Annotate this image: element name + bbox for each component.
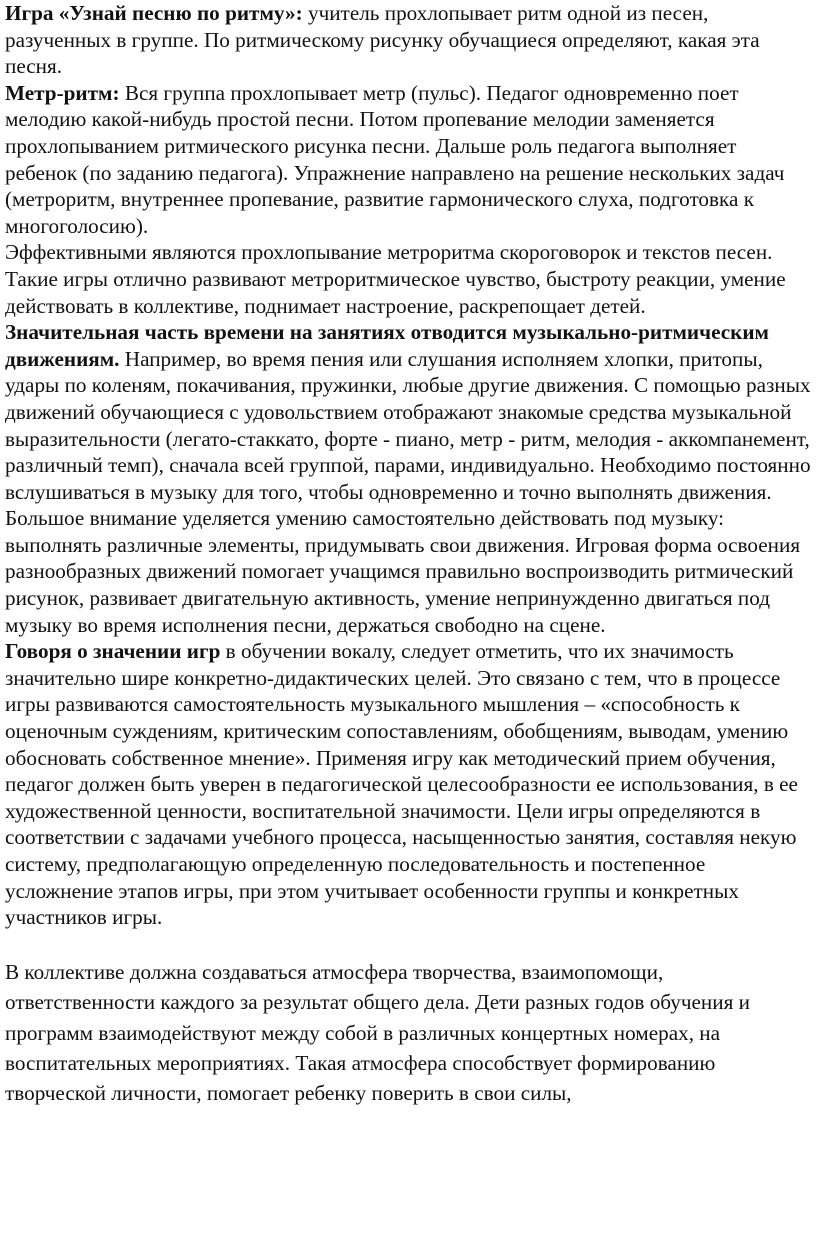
- paragraph-text: в обучении вокалу, следует отметить, что их значимость значительно шире конкретно-дидактических целей. Это связано с тем, что в процессе игры развиваются самостоятельность музыкального мышления – «способность к оценочным суждениям, критическим сопоставлениям, обобщениям, выводам, умению обосновать собственное мнение». Применяя игру как методический прием обучения, педагог должен быть уверен в педагогической целесообразности ее использования, в ее художественной ценности, воспитательной значимости. Цели игры определяются в соответствии с задачами учебного процесса, насыщенностью занятия, составляя некую систему, предполагающую определенную последовательность и постепенное усложнение этапов игры, при этом учитывает особенности группы и конкретных участников игры.: [5, 639, 798, 930]
- paragraph-games-value: [5, 638, 813, 931]
- paragraph-text: Например, во время пения или слушания исполняем хлопки, притопы, удары по коленям, покачивания, пружинки, любые другие движения. С помощью разных движений обучающиеся с удовольствием отображают знакомые средства музыкальной выразительности (легато-стаккато, форте - пиано, метр - ритм, мелодия - аккомпанемент, различный темп), сначала всей группой, парами, индивидуально. Необходимо постоянно вслушиваться в музыку для того, чтобы одновременно и точно выполнять движения. Большое внимание уделяется умению самостоятельно действовать под музыку: выполнять различные элементы, придумывать свои движения. Игровая форма освоения разнообразных движений помогает учащимся правильно воспроизводить ритмический рисунок, развивает двигательную активность, умение непринужденно двигаться под музыку во время исполнения песни, держаться свободно на сцене.: [5, 346, 811, 637]
- paragraph-text: Эффективными являются прохлопывание метроритма скороговорок и текстов песен. Такие игры отлично развивают метроритмическое чувство, быстроту реакции, умение действовать в коллективе, поднимает настроение, раскрепощает детей.: [5, 240, 786, 318]
- paragraph-meter-rhythm: [5, 80, 813, 240]
- paragraph-lead: Значительная часть времени на занятиях отводится музыкально-ритмическим движениям.: [5, 320, 769, 371]
- paragraph-lead: Игра «Узнай песню по ритму»:: [5, 1, 303, 25]
- paragraph-text: учитель прохлопывает ритм одной из песен, разученных в группе. По ритмическому рисунку обучащиеся определяют, какая эта песня.: [5, 1, 760, 79]
- paragraph-lead: Говоря о значении игр: [5, 639, 221, 664]
- paragraph-rhythmic-movements: [5, 319, 813, 638]
- paragraph-text: Вся группа прохлопывает метр (пульс). Педагог одновременно поет мелодию какой-нибудь простой песни. Потом пропевание мелодии заменяется прохлопыванием ритмического рисунка песни. Дальше роль педагога выполняет ребенок (по заданию педагога). Упражнение направлено на решение нескольких задач (метроритм, внутреннее пропевание, развитие гармонического слуха, подготовка к многоголосию).: [5, 80, 785, 238]
- paragraph-effective-clapping: [5, 239, 813, 319]
- paragraph-lead: Метр-ритм:: [5, 80, 120, 105]
- paragraph-rhythm-game: [5, 0, 813, 80]
- document-page: [5, 0, 813, 1109]
- paragraph-collective-atmosphere: [5, 957, 813, 1109]
- paragraph-text: В коллективе должна создаваться атмосфера творчества, взаимопомощи, ответственности каждого за результат общего дела. Дети разных годов обучения и программ взаимодействуют между собой в различных концертных номерах, на воспитательных мероприятиях. Такая атмосфера способствует формированию творческой личности, помогает ребенку поверить в свои силы,: [5, 959, 750, 1106]
